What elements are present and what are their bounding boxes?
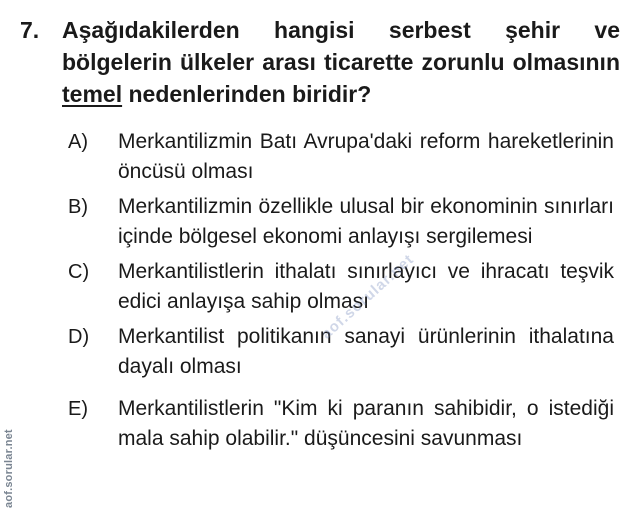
option-letter: A)	[68, 131, 88, 153]
option-b[interactable]	[68, 192, 614, 252]
option-text: Merkantilizmin Batı Avrupa'daki reform hareketlerinin öncüsü olması	[118, 130, 614, 183]
option-letter: B)	[68, 196, 88, 218]
question-text-after: nedenlerinden biridir?	[122, 81, 372, 107]
diagonal-watermark: aof.sorular.net	[318, 250, 418, 343]
option-text: Merkantilist politikanın sanayi ürünlerinin ithalatına dayalı olması	[118, 325, 614, 378]
option-letter: D)	[68, 326, 90, 348]
question	[20, 14, 620, 110]
question-text	[62, 14, 620, 110]
question-text-before: Aşağıdakilerden hangisi serbest şehir ve bölgelerin ülkeler arası ticarette zorunlu olmasının	[62, 17, 620, 75]
question-number: 7.	[20, 17, 40, 43]
option-letter: C)	[68, 261, 90, 283]
question-text-underlined: temel	[62, 81, 123, 107]
answer-options	[68, 127, 614, 459]
option-text: Merkantilistlerin ithalatı sınırlayıcı ve ihracatı teşvik edici anlayışa sahip olması	[118, 260, 614, 313]
option-e[interactable]	[68, 394, 614, 454]
option-text: Merkantilizmin özellikle ulusal bir ekonominin sınırları içinde bölgesel ekonomi anlayışı sergilemesi	[118, 195, 614, 248]
option-letter: E)	[68, 398, 88, 420]
option-a[interactable]	[68, 127, 614, 187]
option-text: Merkantilistlerin "Kim ki paranın sahibidir, o istediği mala sahip olabilir." düşüncesini savunması	[118, 397, 614, 450]
side-watermark: aof.sorular.net	[3, 429, 15, 508]
